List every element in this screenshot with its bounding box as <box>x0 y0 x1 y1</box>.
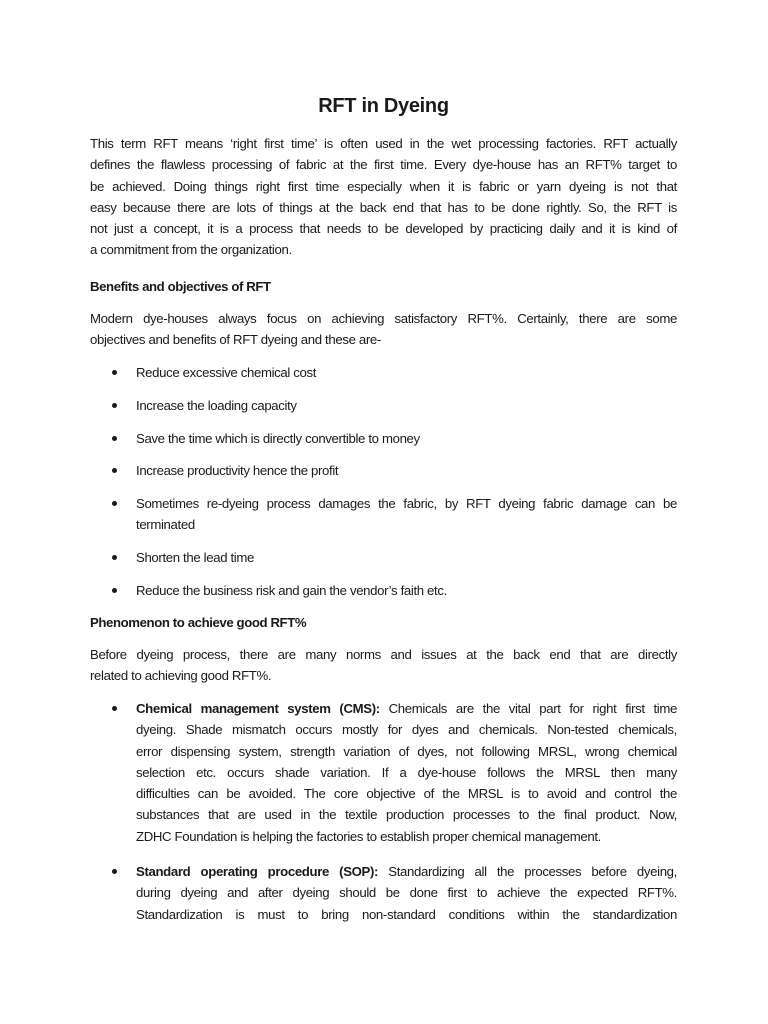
list-item-text: dyeing. Shade mismatch occurs mostly for dyes and chemicals. Non-tested chemicals, <box>136 722 677 738</box>
paragraph-line: related to achieving good RFT%. <box>90 668 272 684</box>
document-title: RFT in Dyeing <box>318 95 449 117</box>
list-item-text: Shorten the lead time <box>136 550 255 565</box>
paragraph-line: Before dyeing process, there are many norms and issues at the back end that are directly <box>90 647 677 662</box>
bullet-icon <box>112 555 117 560</box>
intro-paragraph <box>90 133 677 261</box>
paragraph-line: be achieved. Doing things right first time especially when it is fabric or yarn dyeing is not that <box>90 178 677 194</box>
bullet-icon <box>112 588 117 593</box>
list-item-text: Increase the loading capacity <box>136 398 297 413</box>
list-item-text: selection etc. occurs shade variation. If a dye-house follows the MRSL then many <box>136 764 677 780</box>
list-item-text: Standardization is must to bring non-standard conditions within the standardization <box>136 906 677 922</box>
list-item-text: terminated <box>136 517 195 533</box>
bullet-icon <box>112 370 117 375</box>
list-item-text: during dyeing and after dyeing should be done first to achieve the expected RFT%. <box>136 885 677 901</box>
list-item-label: Standard operating procedure (SOP): <box>136 864 379 879</box>
list-item-text: Reduce the business risk and gain the vendor’s faith etc. <box>136 583 447 598</box>
list-item-label: Chemical management system (CMS): <box>136 701 380 716</box>
bullet-icon <box>112 436 117 441</box>
list-item-text: substances that are used in the textile production processes to the final product. Now, <box>136 807 677 823</box>
paragraph-line: This term RFT means ‘right first time’ is often used in the wet processing factories. RFT actually <box>90 136 677 151</box>
list-item-text: difficulties can be avoided. The core objective of the MRSL is to avoid and control the <box>136 786 677 802</box>
benefits-intro-paragraph <box>90 308 677 351</box>
paragraph-line: easy because there are lots of things at the back end that has to be done rightly. So, the RFT is <box>90 199 677 215</box>
list-item-text: error dispensing system, strength variation of dyes, not following MRSL, wrong chemical <box>136 743 677 759</box>
list-item-first-line <box>136 698 677 719</box>
bullet-icon <box>112 501 117 506</box>
list-item-text: Chemicals are the vital part for right first time <box>379 701 678 716</box>
phenomenon-intro-paragraph <box>90 644 677 687</box>
bullet-icon <box>112 706 117 711</box>
bullet-icon <box>112 869 117 874</box>
section-heading-phenomenon: Phenomenon to achieve good RFT% <box>90 615 307 630</box>
bullet-icon <box>112 403 117 408</box>
section-heading-benefits: Benefits and objectives of RFT <box>90 279 271 294</box>
paragraph-line: not just a concept, it is a process that needs to be developed by practicing daily and it is kind of <box>90 221 677 237</box>
list-item-text: Reduce excessive chemical cost <box>136 365 317 380</box>
paragraph-line: a commitment from the organization. <box>90 242 292 258</box>
paragraph-line: Modern dye-houses always focus on achieving satisfactory RFT%. Certainly, there are some <box>90 311 677 326</box>
bullet-icon <box>112 468 117 473</box>
list-item-text: Sometimes re-dyeing process damages the fabric, by RFT dyeing fabric damage can be <box>136 496 677 511</box>
paragraph-line: defines the flawless processing of fabric at the first time. Every dye-house has an RFT% target to <box>90 157 677 173</box>
paragraph-line: objectives and benefits of RFT dyeing and these are- <box>90 332 381 348</box>
list-item-text: Standardizing all the processes before dyeing, <box>378 864 677 879</box>
list-item-text: ZDHC Foundation is helping the factories to establish proper chemical management. <box>136 828 601 844</box>
list-item-text: Save the time which is directly convertible to money <box>136 431 420 446</box>
list-item-first-line <box>136 861 677 882</box>
list-item-text: Increase productivity hence the profit <box>136 463 339 478</box>
